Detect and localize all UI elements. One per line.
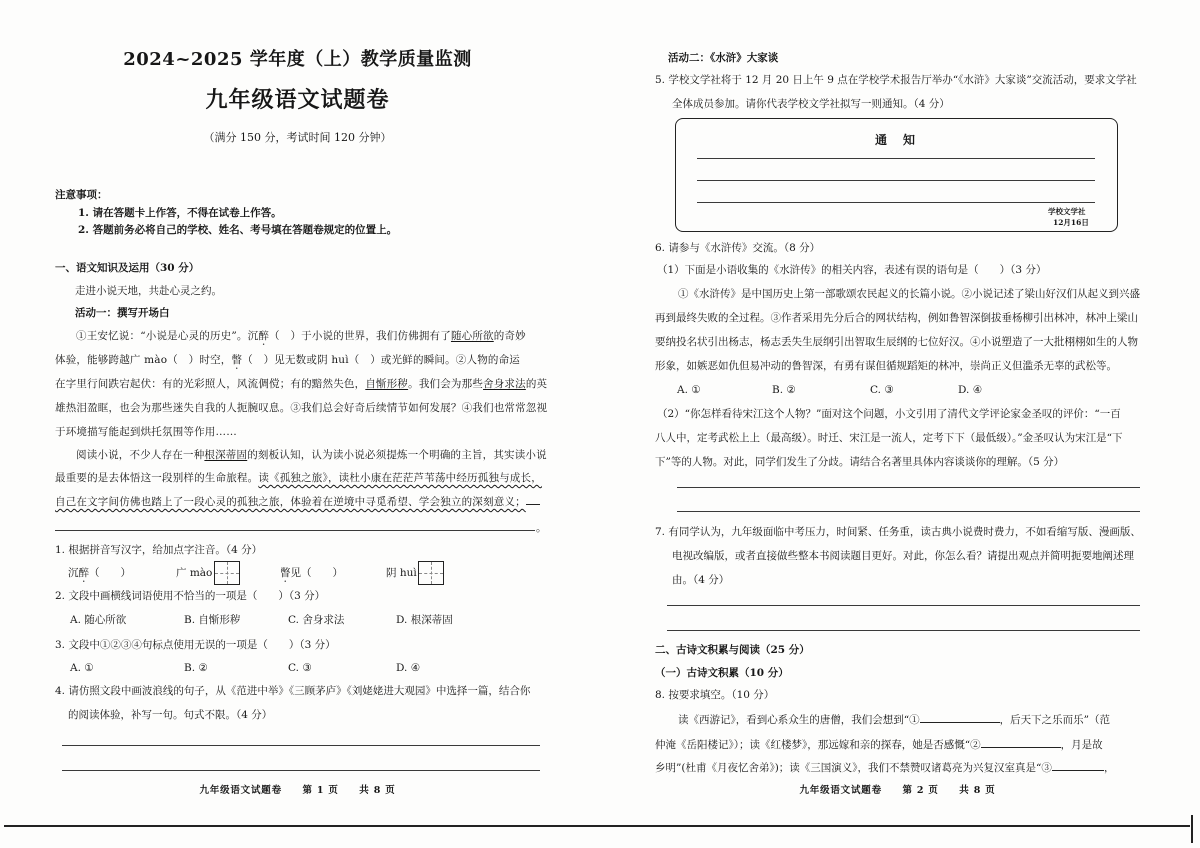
- passage-line: 要纳投名状引出杨志，杨志丢失生辰纲引出智取生辰纲的七位好汉。④小说塑造了一大批栩栩如生的人物: [655, 336, 1138, 348]
- activity-heading: 活动一：撰写开场白: [75, 307, 170, 319]
- passage-text: 仲淹《岳阳楼记》）；读《红楼梦》，那远嫁和亲的探春，她是否感慨“②: [655, 739, 981, 751]
- notice-title: 通 知: [874, 133, 917, 147]
- option: A. ①: [677, 384, 701, 396]
- passage-text: ，月是故: [1060, 739, 1103, 751]
- underlined-term: 根深蒂固: [204, 449, 248, 461]
- notice-box: [675, 118, 1118, 232]
- section-heading: 一、语文知识及运用（30 分）: [55, 262, 200, 274]
- section-heading: 二、古诗文积累与阅读（25 分）: [655, 644, 810, 656]
- passage-text: 在字里行间跌宕起伏：有的光彩照人，风流倜傥；有的黯然失色，: [55, 378, 366, 390]
- wavy-underline-sentence: 自己在文字间仿佛也踏上了一段心灵的孤独之旅，体验着在逆境中寻觅希望、学会独立的深刻意义；: [55, 496, 526, 508]
- passage-line: ①《水浒传》是中国历史上第一部歌颂农民起义的长篇小说。②小说记述了梁山好汉们从起义到兴盛: [678, 288, 1140, 300]
- passage-text: 雄热泪盈眶，也会为那些迷失自我的人扼腕叹息。③我们总会好奇后续情节如何发展？④我们也常常忽视: [55, 402, 548, 414]
- passage-line: 再到最终失败的全过程。③作者采用先分后合的网状结构，例如鲁智深倒拔垂杨柳引出林冲，林冲上梁山: [655, 312, 1138, 324]
- emphasis-char: 瞥: [231, 354, 243, 366]
- option: C. ③: [288, 662, 312, 674]
- question-stem: 电视改编版，或者直接做些整本书阅读题目更好。对此，你怎么看？请提出观点并简明扼要地阐述理: [672, 550, 1134, 562]
- notice-date: 12月16日: [1053, 218, 1089, 227]
- fill-blank: [920, 712, 1000, 723]
- sub-question-stem: （1）下面是小语收集的《水浒传》的相关内容，表述有误的语句是（ ）（3 分）: [657, 264, 1047, 276]
- exam-name: 九年级语文试题卷: [205, 87, 390, 113]
- option: B. 自惭形秽: [184, 614, 241, 626]
- passage-text: （ ）于小说的世界，我们仿佛拥有了: [269, 330, 451, 342]
- option: B. ②: [184, 662, 208, 674]
- passage-text: 乡明”(杜甫《月夜忆舍弟》)；读《三国演义》，我们不禁赞叹诸葛亮为兴复汉室真是“③: [655, 762, 1052, 774]
- section-intro: 走进小说天地，共赴心灵之约。: [75, 285, 222, 297]
- passage-text: 于环境描写能起到烘托氛围等作用……: [55, 426, 237, 438]
- passage-text: 的奇妙: [493, 330, 526, 342]
- question-stem: 2. 文段中画横线词语使用不恰当的一项是（ ）（3 分）: [55, 590, 326, 602]
- passage-text: 读《西游记》，看到心系众生的唐僧，我们会想到“①: [678, 714, 920, 726]
- answer-line: [667, 630, 1140, 631]
- scan-edge-mark: [1191, 815, 1193, 843]
- passage-line: [655, 737, 1103, 753]
- answer-line: [667, 605, 1140, 606]
- activity-heading: 活动二：《水浒》大家谈: [668, 52, 779, 64]
- option: A. ①: [70, 662, 94, 674]
- passage-end-mark: 。: [536, 522, 547, 534]
- question-stem: 由。（4 分）: [672, 574, 730, 586]
- passage-text: 阅读小说，不少人存在一种: [76, 449, 205, 461]
- question-stem: 1. 根据拼音写汉字，给加点字注音。（4 分）: [55, 544, 263, 556]
- option: D. ④: [958, 384, 983, 396]
- emphasis-char: 瞥: [280, 567, 291, 579]
- underlined-term: 随心所欲: [450, 330, 494, 342]
- option: B. ②: [772, 384, 796, 396]
- question-stem: 8. 按要求填空。（10 分）: [655, 689, 775, 701]
- question-stem: 6. 请参与《水浒传》交流。（8 分）: [655, 242, 821, 254]
- bottom-border-line: [4, 825, 1190, 827]
- sub-question-stem: 下”等的人物。对此，同学们发生了分歧。请结合名著里具体内容谈谈你的理解。（5 分）: [655, 456, 1065, 468]
- notice-signature: 学校文学社: [1048, 207, 1086, 216]
- passage-text: ，后天下之乐而乐”（范: [999, 714, 1110, 726]
- pinyin-item: 广 mào: [176, 567, 213, 579]
- question-stem: 7. 有同学认为，九年级面临中考压力，时间紧、任务重，读古典小说费时费力，不如看缩写版、漫画版、: [655, 526, 1141, 538]
- passage-line: [655, 760, 1114, 776]
- passage-text: 体验，能够跨越广 mào（ ）时空，: [55, 354, 232, 366]
- sub-question-stem: （2）“你怎样看待宋江这个人物？”面对这个问题，小文引用了清代文学评论家金圣叹的评价：“一百: [657, 408, 1121, 420]
- emphasis-char: 醉: [258, 330, 270, 342]
- fill-blank: [1052, 760, 1104, 771]
- question-stem: 的阅读体验，补写一句。句式不限。（4 分）: [68, 709, 273, 721]
- exam-title: 2024~2025 学年度（上）教学质量监测: [123, 49, 472, 70]
- answer-line: [677, 511, 1140, 512]
- passage-text: ①王安忆说：“小说是心灵的历史”。沉: [76, 330, 259, 342]
- emphasis-char: 醉: [78, 567, 89, 579]
- passage-text: 最重要的是去体悟这一段别样的生命旅程。: [55, 472, 259, 484]
- option: D. 根深蒂固: [396, 614, 453, 626]
- option: D. ④: [396, 662, 421, 674]
- notice-line: [697, 158, 1095, 159]
- passage-line: [678, 712, 1110, 728]
- underlined-term: 舍身求法: [483, 378, 526, 390]
- wavy-underline-sentence: 读《孤独之旅》，读杜小康在茫茫芦苇荡中经历孤独与成长，: [258, 472, 542, 484]
- passage-text: 。我们会为那些: [408, 378, 484, 390]
- passage-text: （ ）见无数或阴 huì（ ）或光鲜的瞬间。②人物的命运: [242, 354, 521, 366]
- item-text: 见（ ）: [290, 567, 343, 579]
- question-stem: 5. 学校文学社将于 12 月 20 日上午 9 点在学校学术报告厅举办“《水浒》大家谈”交流活动，要求文学社: [655, 74, 1137, 86]
- passage-text: ，: [1103, 762, 1115, 774]
- sub-question-stem: 八人中，定考武松上上（最高级）。时迁、宋江是一流人，定考下下（最低级）。”金圣叹认为宋江是“下: [655, 432, 1123, 444]
- pinyin-item: 阴 huì: [386, 567, 417, 579]
- question-stem: 3. 文段中①②③④句标点使用无误的一项是（ ）（3 分）: [55, 639, 336, 651]
- option: C. 舍身求法: [288, 614, 345, 626]
- item-text: 沉: [68, 567, 79, 579]
- passage-line: 形象，如嫉恶如仇但易冲动的鲁智深，有勇有谋但循规蹈矩的林冲，崇尚正义但滥杀无辜的武松等。: [655, 360, 1117, 372]
- page-footer: 九年级语文试题卷 第 1 页 共 8 页: [199, 785, 396, 796]
- item-text: （ ）: [89, 567, 131, 579]
- answer-line: [677, 487, 1140, 488]
- underlined-term: 自惭形秽: [365, 378, 409, 390]
- question-stem: 4. 请仿照文段中画波浪线的句子，从《范进中举》《三顾茅庐》《刘姥姥进大观园》中选择一篇，结合你: [55, 685, 531, 697]
- passage-text: 的刻板认知，认为读小说必须提炼一个明确的主旨，其实读小说: [247, 449, 547, 461]
- notice-line: [697, 202, 1095, 203]
- page-footer: 九年级语文试题卷 第 2 页 共 8 页: [799, 785, 996, 796]
- question-stem: 全体成员参加。请你代表学校文学社拟写一则通知。（4 分）: [672, 98, 950, 110]
- fill-blank: [981, 737, 1061, 748]
- subsection-heading: （一）古诗文积累（10 分）: [655, 667, 789, 679]
- option: A. 随心所欲: [70, 614, 127, 626]
- option: C. ③: [870, 384, 894, 396]
- passage-text: 的英: [525, 378, 548, 390]
- score-time-note: （满分 150 分，考试时间 120 分钟）: [203, 131, 392, 144]
- notice-line: [697, 180, 1095, 181]
- notice-heading: 注意事项：: [55, 189, 108, 201]
- notice-item: 2. 答题前务必将自己的学校、姓名、考号填在答题卷规定的位置上。: [78, 224, 398, 236]
- notice-item: 1. 请在答题卡上作答，不得在试卷上作答。: [78, 207, 282, 219]
